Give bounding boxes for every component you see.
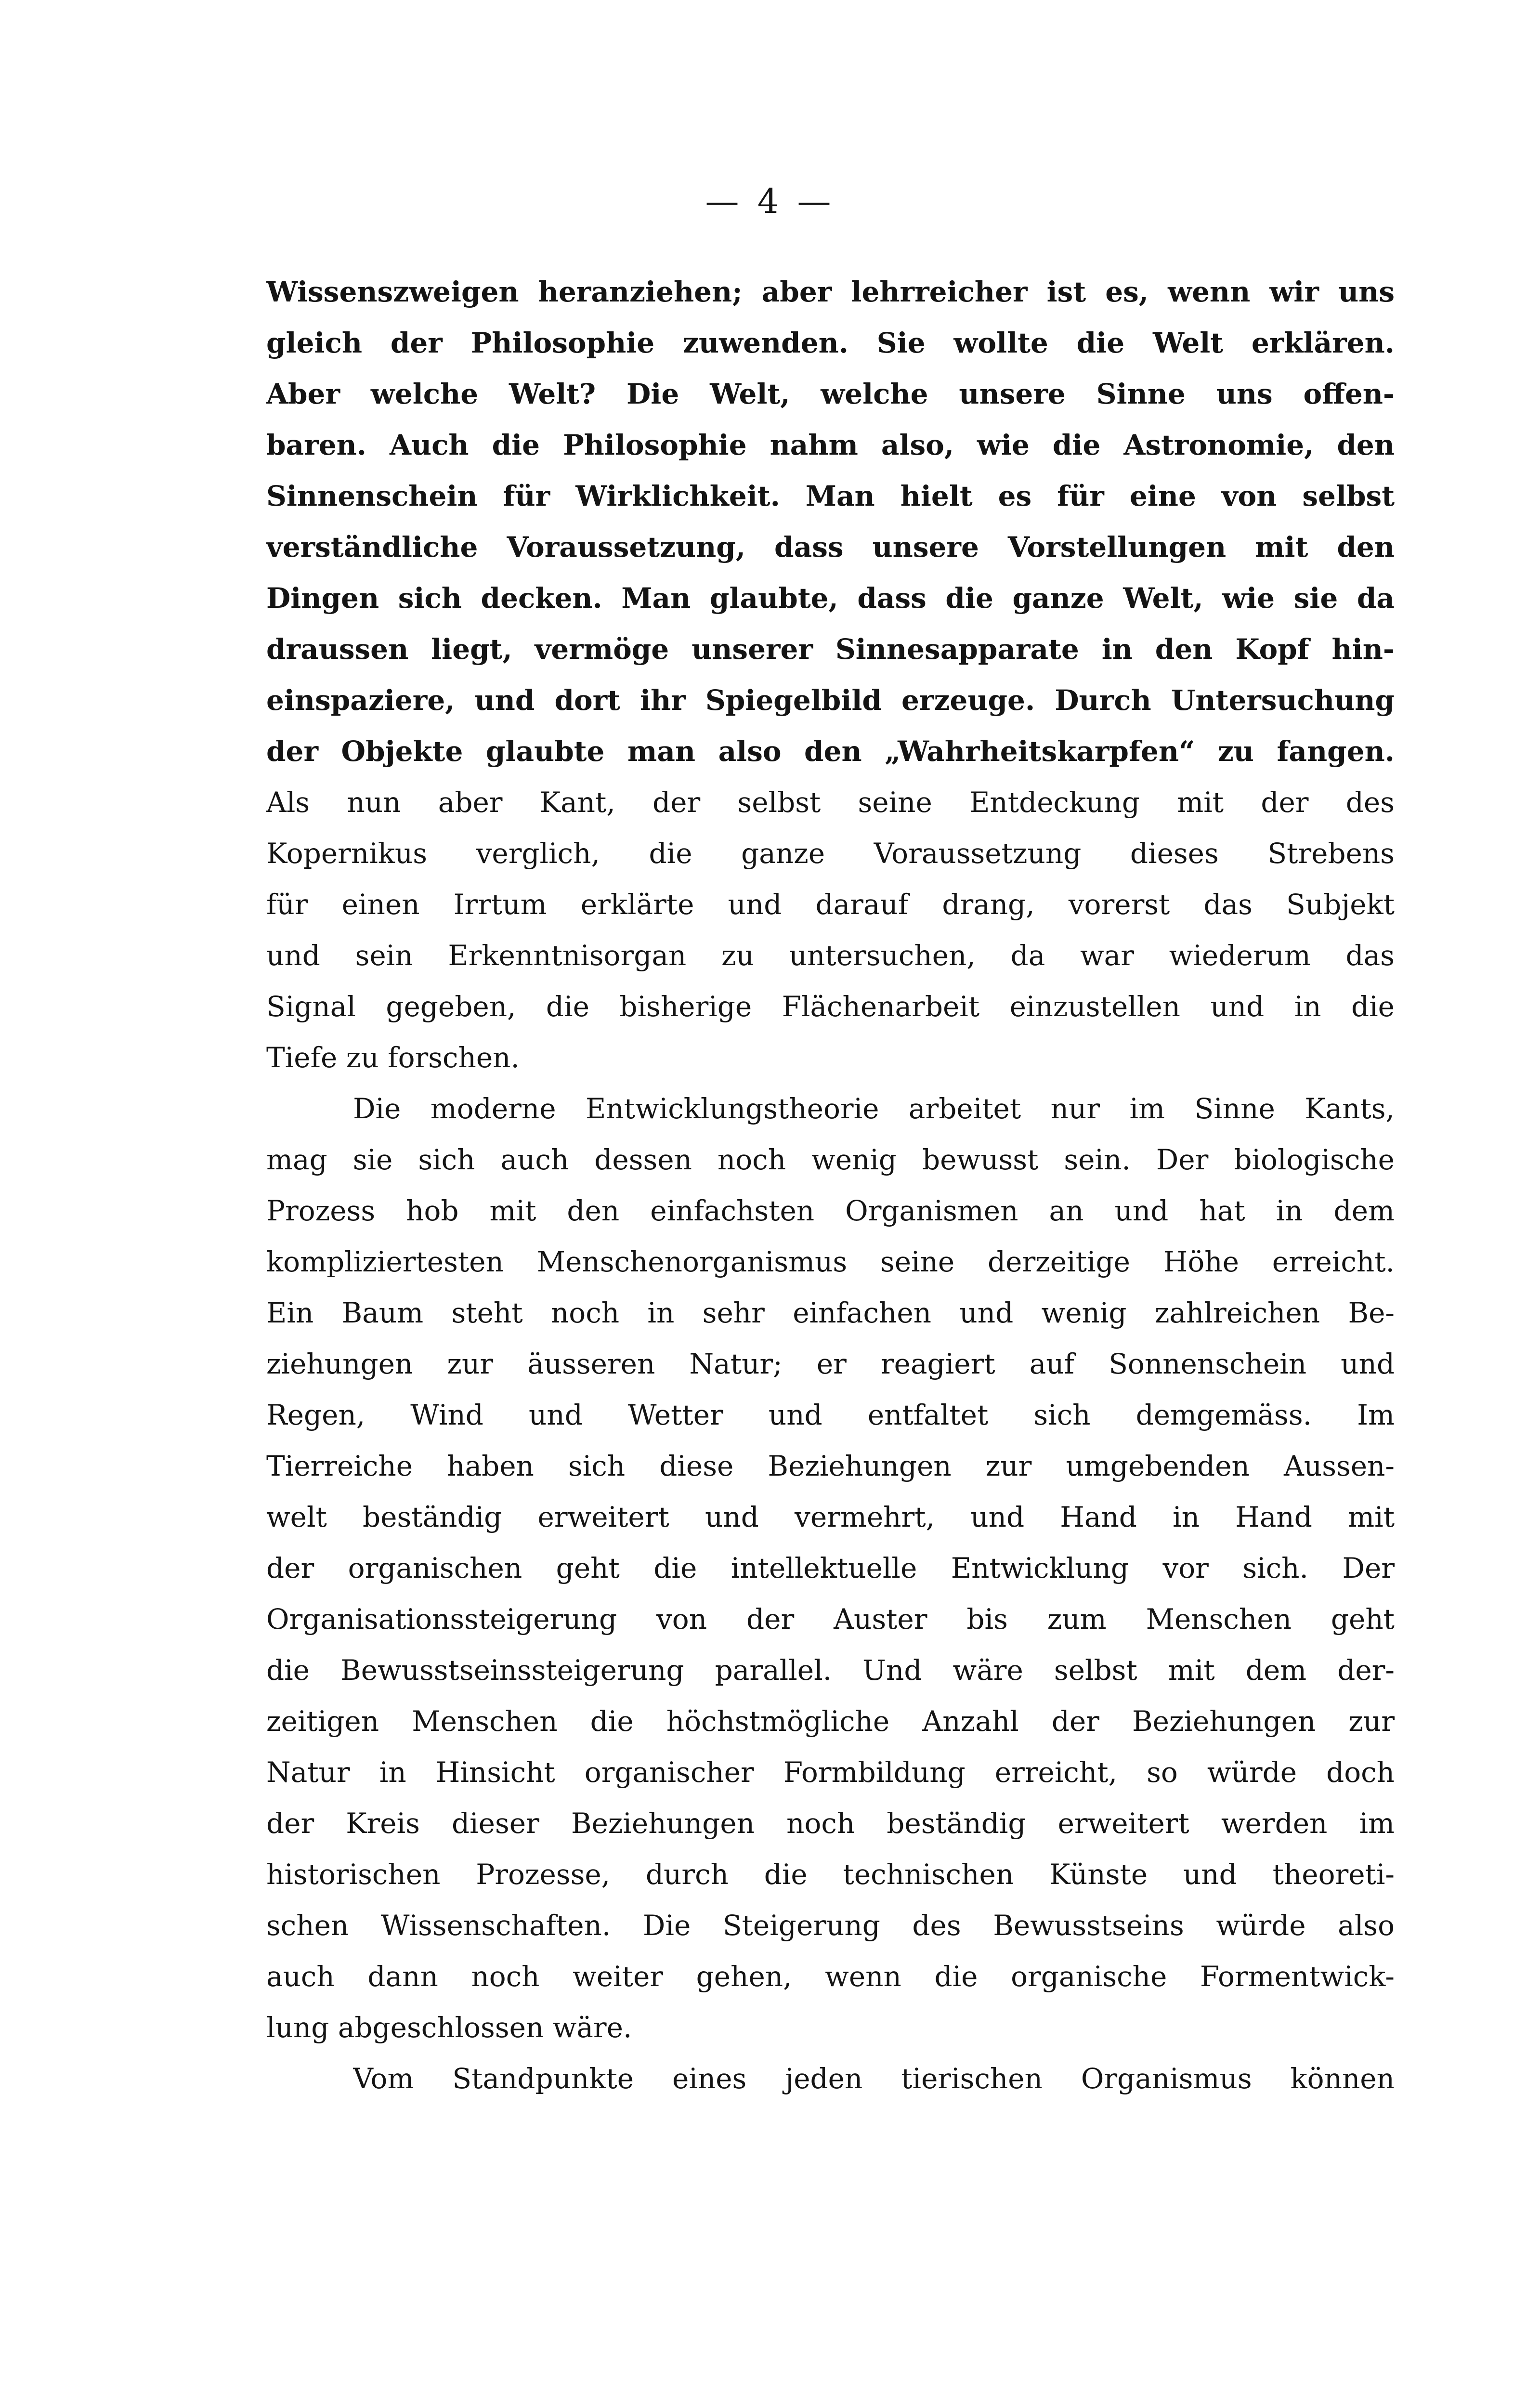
text-line-34: auch dann noch weiter gehen, wenn die organische Formentwick-: [266, 1960, 1395, 1993]
text-line-31: der Kreis dieser Beziehungen noch beständig erweitert werden im: [266, 1807, 1395, 1840]
text-line-11: Als nun aber Kant, der selbst seine Entdeckung mit der des: [266, 786, 1395, 819]
text-line-19: Prozess hob mit den einfachsten Organismen an und hat in dem: [266, 1194, 1395, 1227]
text-line-36: Vom Standpunkte eines jeden tierischen Organismus können: [353, 2062, 1395, 2095]
text-line-29: zeitigen Menschen die höchstmögliche Anzahl der Beziehungen zur: [266, 1705, 1395, 1738]
text-line-7: Dingen sich decken. Man glaubte, dass die ganze Welt, wie sie da: [266, 582, 1395, 615]
text-line-33: schen Wissenschaften. Die Steigerung des Bewusstseins würde also: [266, 1909, 1395, 1942]
text-line-9: einspaziere, und dort ihr Spiegelbild erzeuge. Durch Untersuchung: [266, 684, 1395, 717]
text-line-5: Sinnenschein für Wirklichkeit. Man hielt es für eine von selbst: [266, 480, 1395, 512]
text-line-1: Wissenszweigen heranziehen; aber lehrreicher ist es, wenn wir uns: [266, 275, 1395, 308]
page-number: — 4 —: [705, 182, 835, 221]
text-line-4: baren. Auch die Philosophie nahm also, wie die Astronomie, den: [266, 429, 1395, 461]
text-line-10: der Objekte glaubte man also den „Wahrheitskarpfen“ zu fangen.: [266, 735, 1395, 768]
text-line-22: ziehungen zur äusseren Natur; er reagiert auf Sonnenschein und: [266, 1348, 1395, 1380]
text-line-21: Ein Baum steht noch in sehr einfachen und wenig zahlreichen Be-: [266, 1296, 1395, 1329]
text-line-28: die Bewusstseinssteigerung parallel. Und wäre selbst mit dem der-: [266, 1654, 1395, 1687]
text-line-27: Organisationssteigerung von der Auster bis zum Menschen geht: [266, 1603, 1395, 1636]
text-line-12: Kopernikus verglich, die ganze Voraussetzung dieses Strebens: [266, 837, 1395, 870]
text-line-3: Aber welche Welt? Die Welt, welche unsere Sinne uns offen-: [266, 378, 1395, 410]
text-line-6: verständliche Voraussetzung, dass unsere Vorstellungen mit den: [266, 531, 1395, 563]
text-line-17: Die moderne Entwicklungstheorie arbeitet nur im Sinne Kants,: [353, 1092, 1395, 1125]
text-line-13: für einen Irrtum erklärte und darauf drang, vorerst das Subjekt: [266, 888, 1395, 921]
text-line-25: welt beständig erweitert und vermehrt, und Hand in Hand mit: [266, 1501, 1395, 1533]
text-line-32: historischen Prozesse, durch die technischen Künste und theoreti-: [266, 1858, 1395, 1891]
text-line-16: Tiefe zu forschen.: [266, 1041, 520, 1074]
text-line-2: gleich der Philosophie zuwenden. Sie wollte die Welt erklären.: [266, 327, 1395, 359]
text-line-15: Signal gegeben, die bisherige Flächenarbeit einzustellen und in die: [266, 990, 1395, 1023]
text-line-35: lung abgeschlossen wäre.: [266, 2011, 632, 2044]
text-line-14: und sein Erkenntnisorgan zu untersuchen, da war wiederum das: [266, 939, 1395, 972]
text-line-8: draussen liegt, vermöge unserer Sinnesapparate in den Kopf hin-: [266, 633, 1395, 666]
text-line-30: Natur in Hinsicht organischer Formbildung erreicht, so würde doch: [266, 1756, 1395, 1789]
text-line-24: Tierreiche haben sich diese Beziehungen zur umgebenden Aussen-: [266, 1450, 1395, 1482]
text-line-26: der organischen geht die intellektuelle Entwicklung vor sich. Der: [266, 1552, 1395, 1584]
text-line-20: kompliziertesten Menschenorganismus seine derzeitige Höhe erreicht.: [266, 1245, 1395, 1278]
text-line-23: Regen, Wind und Wetter und entfaltet sich demgemäss. Im: [266, 1399, 1395, 1431]
text-line-18: mag sie sich auch dessen noch wenig bewusst sein. Der biologische: [266, 1143, 1395, 1176]
